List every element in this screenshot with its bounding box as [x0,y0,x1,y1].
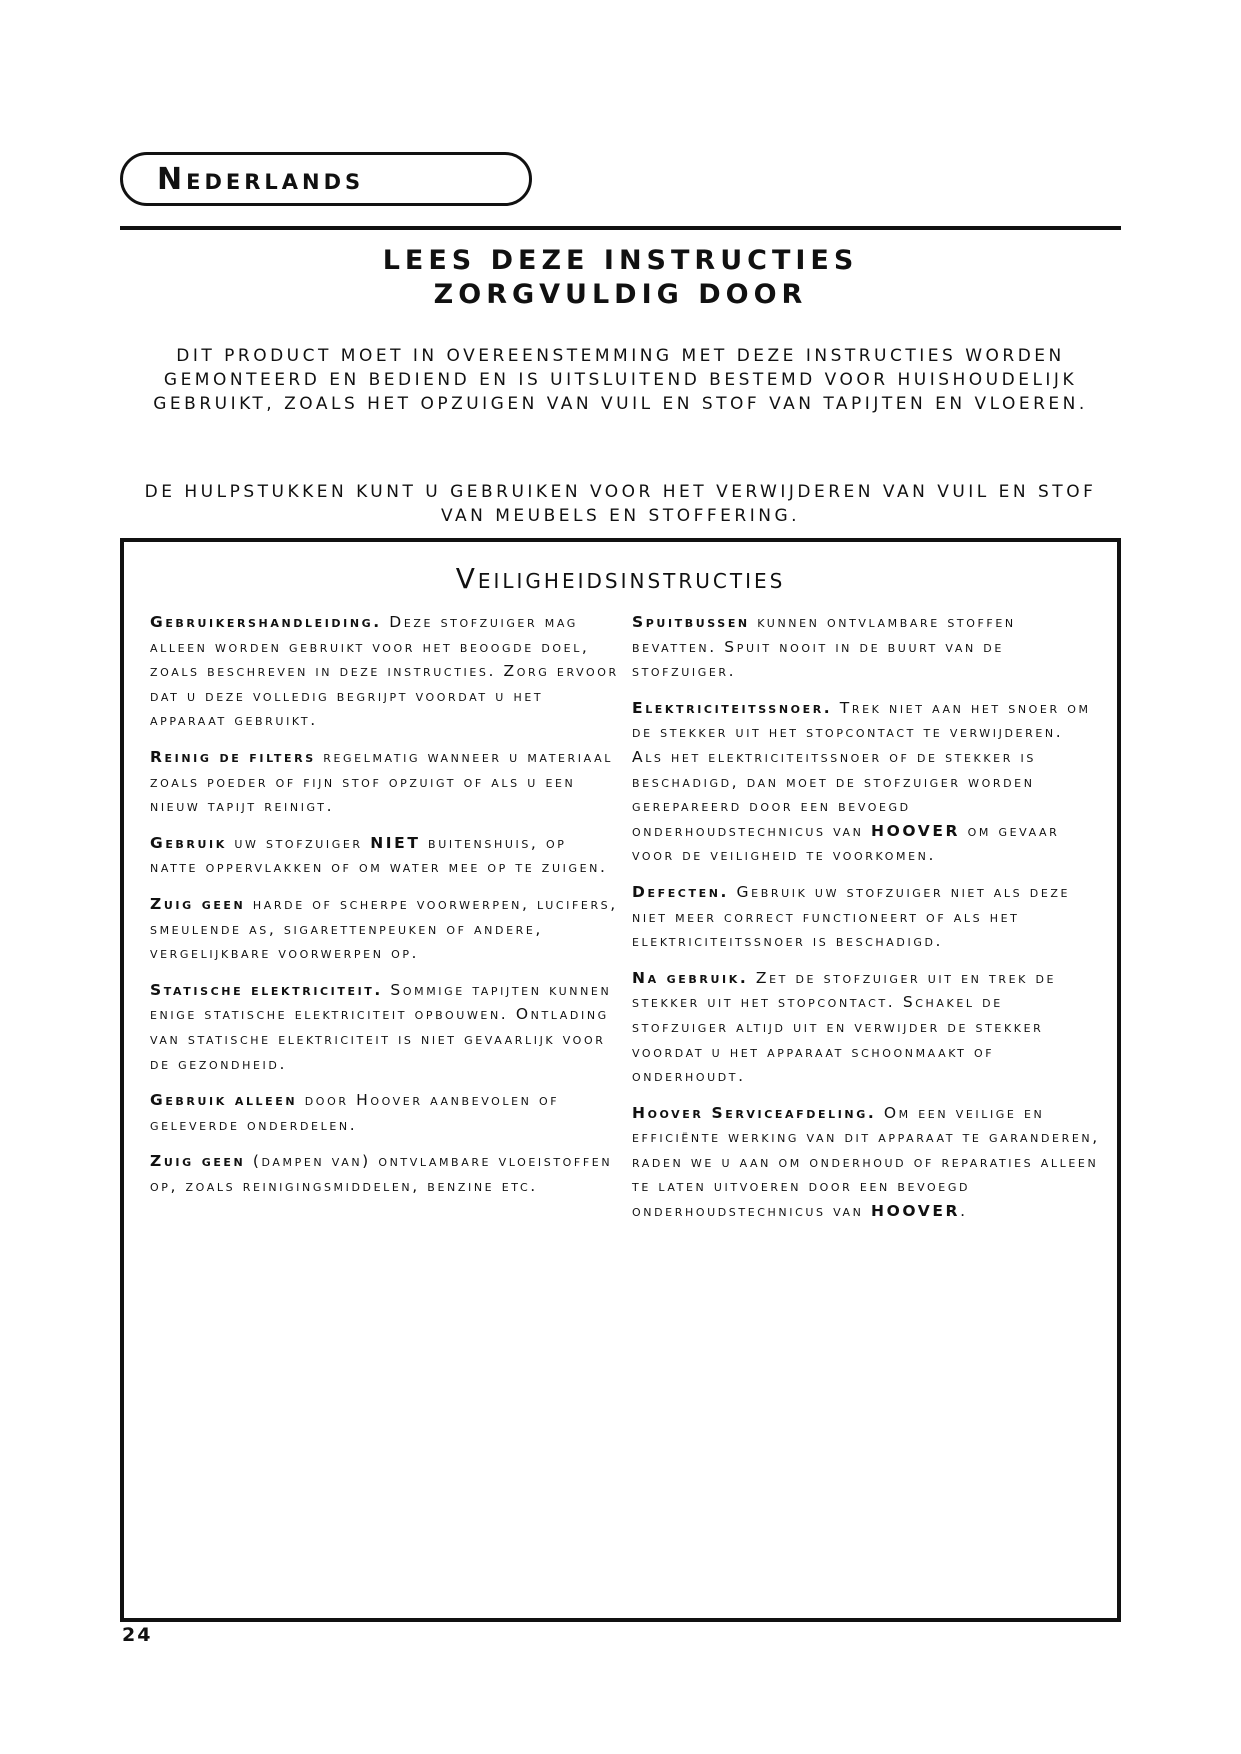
item-text-2: . [960,1202,968,1221]
item-strong: HOOVER [871,1202,961,1221]
item-text: harde of scherpe voorwerpen, lucifers, smeulende as, sigarettenpeuken of andere, vergelijkbare voorwerpen op. [150,894,618,963]
item-lead: Zuig geen [150,894,246,913]
item-lead: Hoover Serviceafdeling. [632,1103,877,1122]
item-lead: Gebruik alleen [150,1091,298,1110]
main-heading-line2: ZORGVULDIG DOOR [433,279,808,310]
header-divider [120,226,1121,230]
safety-item [632,696,1102,868]
safety-item [150,1149,620,1198]
item-text: Trek niet aan het snoer om de stekker uit het stopcontact te verwijderen. Als het elektriciteitssnoer of de stekker is beschadigd, dan moet de stofzuiger worden gerepareerd door een bevoegd onderhoudstechnicus van [632,698,1091,840]
safety-item [632,966,1102,1089]
item-text: regelmatig wanneer u materiaal zoals poeder of fijn stof opzuigt of als u een nieuw tapijt reinigt. [150,747,613,816]
item-text: Zet de stofzuiger uit en trek de stekker uit het stopcontact. Schakel de stofzuiger altijd uit en verwijder de stekker voordat u het apparaat schoonmaakt of onderhoudt. [632,968,1057,1086]
safety-item [632,610,1102,684]
safety-column-left [150,610,620,1210]
item-text-2: om gevaar voor de veiligheid te voorkomen. [632,821,1060,865]
language-label: Nederlands [120,152,532,206]
item-text: Deze stofzuiger mag alleen worden gebruikt voor het beoogde doel, zoals beschreven in deze instructies. Zorg ervoor dat u deze volledig begrijpt voordat u het apparaat gebruikt. [150,613,619,730]
item-lead: Statische elektriciteit. [150,980,383,999]
safety-item [150,745,620,819]
safety-item [150,610,620,733]
intro-paragraph-1: DIT PRODUCT MOET IN OVEREENSTEMMING MET DEZE INSTRUCTIES WORDEN GEMONTEERD EN BEDIEND EN IS UITSLUITEND BESTEMD VOOR HUISHOUDELIJK GEBRUIKT, ZOALS HET OPZUIGEN VAN VUIL EN STOF VAN TAPIJTEN EN VLOEREN. [153,346,1088,414]
safety-title: Veiligheidsinstructies [455,562,786,595]
page-number: 24 [122,1624,153,1646]
item-text: Om een veilige en efficiënte werking van dit apparaat te garanderen, raden we u aan om onderhoud of reparaties alleen te laten uitvoeren door een bevoegd onderhoudstechnicus van [632,1103,1100,1221]
item-strong: NIET [370,833,421,852]
safety-item [150,892,620,966]
item-lead: Gebruikershandleiding. [150,613,382,631]
item-text: kunnen ontvlambare stoffen bevatten. Spuit nooit in de buurt van de stofzuiger. [632,613,1016,681]
item-lead: Spuitbussen [632,613,750,631]
safety-item [150,978,620,1076]
item-lead: Zuig geen [150,1152,246,1171]
item-text: uw stofzuiger [234,833,363,852]
item-lead: Na gebruik. [632,968,749,987]
safety-column-right [632,610,1102,1236]
main-heading [120,244,1121,312]
intro-paragraph-2: DE HULPSTUKKEN KUNT U GEBRUIKEN VOOR HET VERWIJDEREN VAN VUIL EN STOF VAN MEUBELS EN STOFFERING. [144,482,1097,526]
item-lead: Defecten. [632,882,729,901]
safety-item [150,1088,620,1137]
safety-item [632,1101,1102,1224]
safety-item [632,880,1102,954]
safety-instructions-box [120,538,1121,1622]
item-text: Gebruik uw stofzuiger niet als deze niet meer correct functioneert of als het elektriciteitssnoer is beschadigd. [632,882,1071,951]
item-text: door Hoover aanbevolen of geleverde onderdelen. [150,1091,560,1134]
item-lead: Reinig de filters [150,747,316,766]
item-lead: Elektriciteitssnoer. [632,698,833,717]
safety-item [150,831,620,880]
item-strong: HOOVER [871,821,961,840]
item-lead: Gebruik [150,833,227,852]
item-text-2: buitenshuis, op natte oppervlakken of om water mee op te zuigen. [150,833,608,877]
main-heading-line1: LEES DEZE INSTRUCTIES [382,245,859,276]
item-text: (dampen van) ontvlambare vloeistoffen op, zoals reinigingsmiddelen, benzine etc. [150,1152,613,1195]
item-text: Sommige tapijten kunnen enige statische elektriciteit opbouwen. Ontlading van statische elektriciteit is niet gevaarlijk voor de gezondheid. [150,980,612,1073]
